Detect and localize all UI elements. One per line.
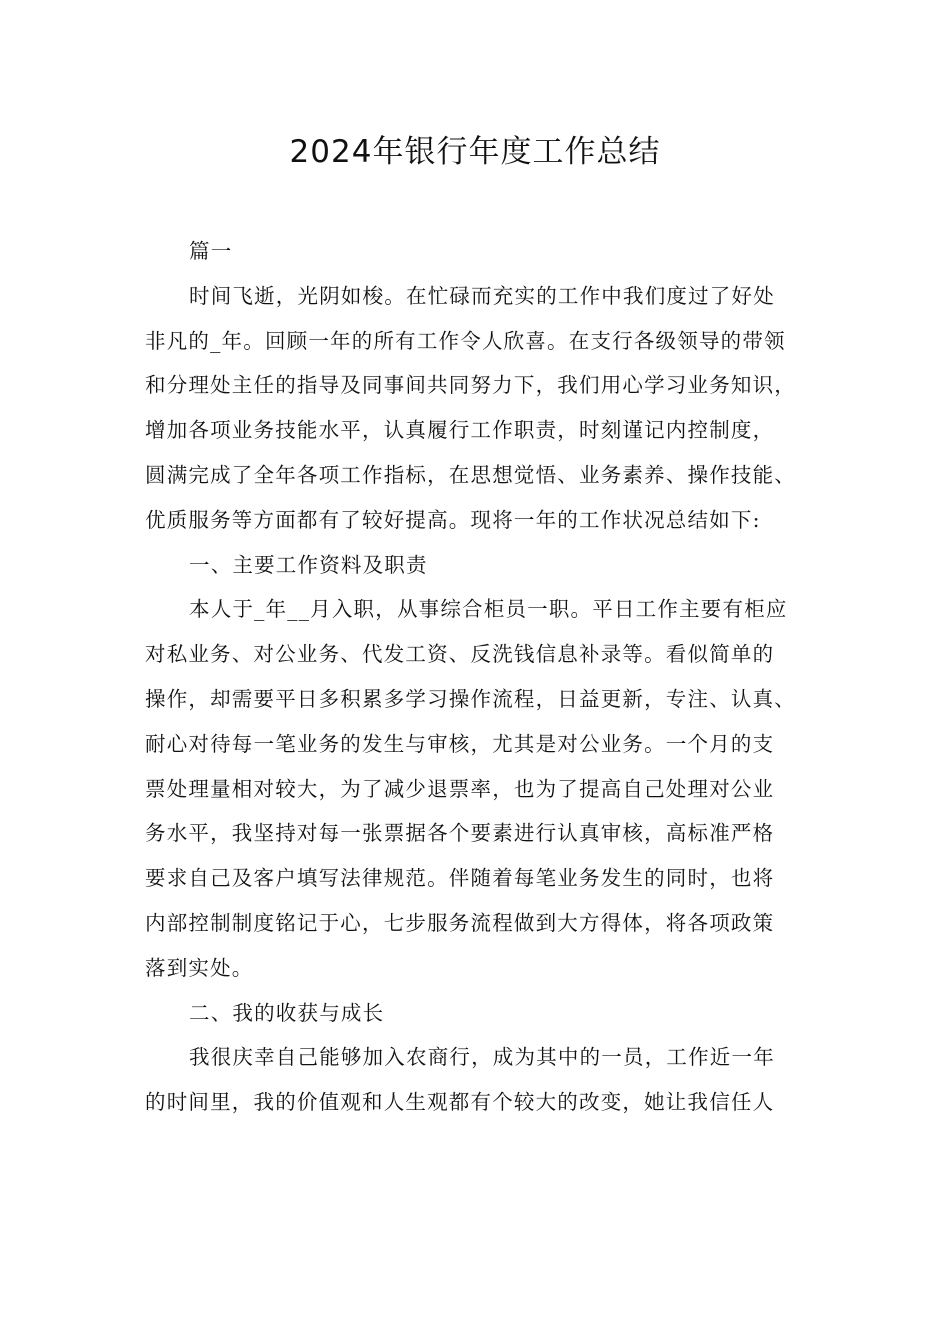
paragraph-line: 优质服务等方面都有了较好提高。现将一年的工作状况总结如下: [145, 507, 761, 532]
document-title: 2024年银行年度工作总结 [289, 134, 661, 170]
paragraph-line: 操作，却需要平日多积累多学习操作流程，日益更新，专注、认真、 [145, 686, 796, 711]
paragraph-line: 增加各项业务技能水平，认真履行工作职责，时刻谨记内控制度， [145, 418, 775, 443]
paragraph-line: 务水平，我坚持对每一张票据各个要素进行认真审核，高标准严格 [145, 821, 775, 846]
paragraph-line: 要求自己及客户填写法律规范。伴随着每笔业务发生的同时，也将 [145, 866, 775, 891]
paragraph-line: 圆满完成了全年各项工作指标，在思想觉悟、业务素养、操作技能、 [145, 462, 796, 487]
paragraph-line: 本人于_年__月入职，从事综合柜员一职。平日工作主要有柜应 [189, 597, 788, 622]
paragraph-line: 的时间里，我的价值观和人生观都有个较大的改变，她让我信任人 [145, 1090, 775, 1115]
paragraph-line: 对私业务、对公业务、代发工资、反洗钱信息补录等。看似简单的 [145, 642, 775, 667]
paragraph-line: 和分理处主任的指导及同事间共同努力下，我们用心学习业务知识， [145, 373, 796, 398]
paragraph-line: 我很庆幸自己能够加入农商行，成为其中的一员，工作近一年 [189, 1045, 775, 1070]
section-heading: 一、主要工作资料及职责 [189, 552, 428, 577]
paragraph-line: 时间飞逝，光阴如梭。在忙碌而充实的工作中我们度过了好处 [189, 283, 775, 308]
paragraph-line: 票处理量相对较大，为了减少退票率，也为了提高自己处理对公业 [145, 776, 775, 801]
paragraph-line: 非凡的_年。回顾一年的所有工作令人欣喜。在支行各级领导的带领 [145, 328, 786, 353]
section-heading: 二、我的收获与成长 [189, 1000, 385, 1025]
section-label: 篇一 [189, 239, 233, 263]
paragraph-line: 内部控制制度铭记于心，七步服务流程做到大方得体，将各项政策 [145, 910, 775, 935]
paragraph-line: 落到实处。 [145, 955, 254, 980]
document-body [145, 229, 825, 1125]
paragraph-line: 耐心对待每一笔业务的发生与审核，尤其是对公业务。一个月的支 [145, 731, 775, 756]
